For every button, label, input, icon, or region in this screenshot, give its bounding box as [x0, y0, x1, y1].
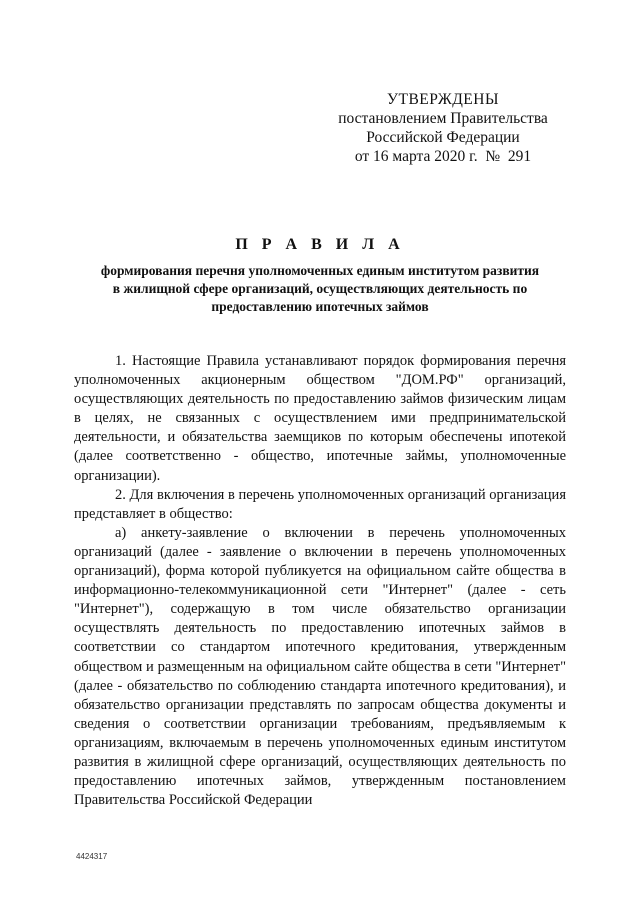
document-subtitle: формирования перечня уполномоченных единым институтом развития в жилищной сфере организаций, осуществляющих деятельность по предоставлению ипотечных займов [100, 263, 540, 314]
paragraph-1: 1. Настоящие Правила устанавливают порядок формирования перечня уполномоченных акционерным обществом "ДОМ.РФ" организаций, осуществляющих деятельность по предоставлению займов физическим лицам в целях, не связанных с осуществлением ими предпринимательской деятельности, и обязательства заемщиков по которым обеспечены ипотекой (далее соответственно - общество, ипотечные займы, уполномоченные организации). [74, 353, 566, 484]
document-number: 4424317 [76, 852, 108, 861]
approval-line-1: постановлением Правительства [338, 110, 548, 127]
approval-line-2: Российской Федерации [366, 129, 520, 146]
paragraph-2: 2. Для включения в перечень уполномоченных организаций организация представляет в общество: [74, 486, 566, 522]
approval-line-3: от 16 марта 2020 г. № 291 [354, 148, 532, 165]
document-body [74, 352, 566, 810]
paragraph-2a: а) анкету-заявление о включении в перечень уполномоченных организаций (далее - заявление о включении в перечень уполномоченных организаций), форма которой публикуется на официальном сайте общества в информационно-телекоммуникационной сети "Интернет" (далее - сеть "Интернет"), содержащую в том числе обязательство организации осуществлять деятельность по предоставлению ипотечных займов в соответствии со стандартом ипотечного кредитования, утвержденным обществом и размещенным на официальном сайте общества в сети "Интернет" (далее - обязательство по соблюдению стандарта ипотечного кредитования), и обязательство организации представлять по запросам общества документы и сведения о соответствии организации требованиям, предъявляемым к организациям, включаемым в перечень уполномоченных единым институтом развития в жилищной сфере организаций, осуществляющих деятельность по предоставлению ипотечных займов, утвержденным постановлением Правительства Российской Федерации [74, 524, 566, 809]
approval-block [338, 90, 548, 166]
document-title: П Р А В И Л А [235, 236, 405, 253]
approval-heading: УТВЕРЖДЕНЫ [387, 91, 499, 108]
